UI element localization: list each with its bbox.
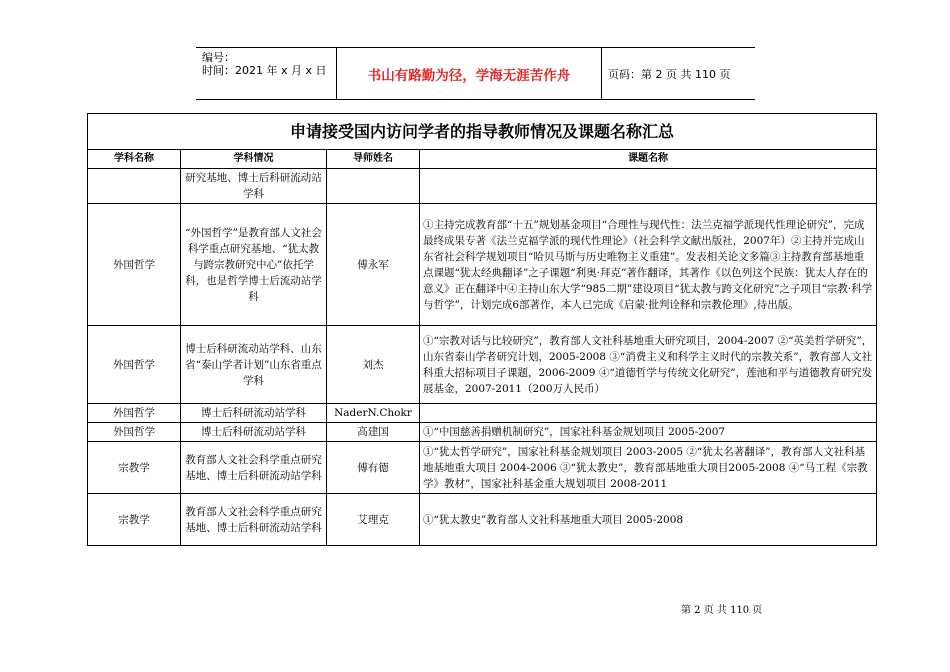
column-header: 学科名称 [88,150,181,169]
topic-cell [420,169,877,204]
header-motto: 书山有路勤为径，学海无涯苦作舟 [337,48,602,99]
situation-cell: 博士后科研流动站学科、山东省“泰山学者计划”山东省重点学科 [181,326,327,404]
advisor-cell: 傅有德 [327,442,420,494]
column-header: 学科情况 [181,150,327,169]
situation-cell: 研究基地、博士后科研流动站学科 [181,169,327,204]
subject-cell [88,169,181,204]
topic-cell: ①“宗教对话与比较研究”，教育部人文社科基地重大研究项目，2004-2007 ②“英美哲学研究”，山东省泰山学者研究计划，2005-2008 ③“消费主义和科学主义时代的宗教关系”，教育部人文社科重大招标项目子课题，2006-2009 ④“道德哲学与传统文化研究”，莲池和平与道德教育研究发展基金，2007-2011（200万人民币） [420,326,877,404]
table-row [88,204,877,326]
situation-cell: 博士后科研流动站学科 [181,404,327,423]
header-meta [196,48,337,99]
subject-cell: 外国哲学 [88,423,181,442]
subject-cell: 外国哲学 [88,404,181,423]
situation-cell: 博士后科研流动站学科 [181,423,327,442]
time-label: 时间：2021 年 x 月 x 日 [202,64,327,77]
table-row [88,404,877,423]
table-title: 申请接受国内访问学者的指导教师情况及课题名称汇总 [88,114,877,150]
table-row [88,442,877,494]
topic-cell: ①“中国慈善捐赠机制研究”，国家社科基金规划项目 2005-2007 [420,423,877,442]
advisor-cell: 艾理克 [327,494,420,546]
situation-cell: 教育部人文社会科学重点研究基地、博士后科研流动站学科 [181,494,327,546]
situation-cell: 教育部人文社会科学重点研究基地、博士后科研流动站学科 [181,442,327,494]
header-page-info: 页码：第 2 页 共 110 页 [608,67,731,81]
topic-cell: ①“犹太哲学研究”，国家社科基金规划项目 2003-2005 ②“犹太名著翻译”，教育部人文社科基地基地重大项目 2004-2006 ③“犹太教史”，教育部基地重大项目2005-2008 ④“马工程《宗教学》教材”，国家社科基金重大规划项目 2008-2011 [420,442,877,494]
table-header-row [88,150,877,169]
number-label: 编号： [202,51,235,64]
subject-cell: 外国哲学 [88,204,181,326]
advisor-cell: NaderN.Chokr [327,404,420,423]
table-row [88,326,877,404]
column-header: 导师姓名 [327,150,420,169]
table-row [88,494,877,546]
advisor-cell: 傅永军 [327,204,420,326]
advisor-cell: 高建国 [327,423,420,442]
subject-cell: 宗教学 [88,442,181,494]
situation-cell: “外国哲学”是教育部人文社会科学重点研究基地、“犹太教与跨宗教研究中心”依托学科，也是哲学博士后流动站学科 [181,204,327,326]
page-footer: 第 2 页 共 110 页 [681,605,763,616]
topic-cell: ①主持完成教育部“十五”规划基金项目“合理性与现代性：法兰克福学派现代性理论研究”，完成最终成果专著《法兰克福学派的现代性理论》（社会科学文献出版社，2007年）②主持并完成山东省社会科学规划项目“哈贝马斯与历史唯物主义重建”。发表相关论文多篇③主持教育部基地重点课题“犹太经典翻译”之子课题“利奥·拜克”著作翻译，其著作《以色列这个民族：犹太人存在的意义》正在翻译中④主持山东大学“985二期”建设项目“犹太教与跨文化研究”之子项目“宗教·科学与哲学”，计划完成6部著作，本人已完成《启蒙·批判诠释和宗教伦理》,待出版。 [420,204,877,326]
advisor-cell [327,169,420,204]
topic-cell [420,404,877,423]
topic-cell: ①“犹太教史”教育部人文社科基地重大项目 2005-2008 [420,494,877,546]
advisor-cell: 刘杰 [327,326,420,404]
document-header [196,47,755,100]
column-header: 课题名称 [420,150,877,169]
subject-cell: 宗教学 [88,494,181,546]
advisor-table [87,113,877,546]
table-row [88,169,877,204]
table-row [88,423,877,442]
subject-cell: 外国哲学 [88,326,181,404]
